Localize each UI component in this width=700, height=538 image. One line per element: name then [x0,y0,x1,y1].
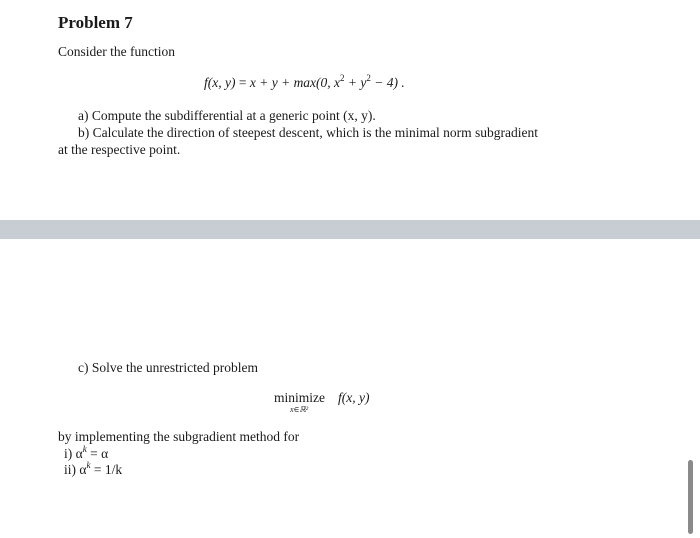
function-lhs: f(x, y) [204,75,236,90]
item-ii-suffix: = 1/k [90,462,123,477]
part-a-text: a) Compute the subdifferential at a generic point (x, y). [78,108,376,123]
part-b-line2: at the respective point. [58,142,181,157]
function-sup2: 2 [366,73,371,83]
function-rhs-part1: x + y + max(0, x [249,75,341,90]
minimize-word: minimize [274,390,325,405]
item-i-sup: k [82,444,87,454]
item-ii [64,462,122,478]
minimize-subscript: x∈ℝ² [290,405,309,414]
function-equals: = [238,75,247,90]
page-separator-band [0,220,700,239]
implement-text: by implementing the subgradient method for [58,429,300,444]
part-b-line1: b) Calculate the direction of steepest descent, which is the minimal norm subgradient [78,125,538,140]
problem-title: Problem 7 [58,13,133,32]
minimize-expression [274,390,384,420]
part-c-text: c) Solve the unrestricted problem [78,360,258,375]
function-sup1: 2 [340,73,345,83]
item-i-suffix: = α [86,446,109,461]
vertical-scrollbar[interactable] [688,460,693,534]
item-ii-prefix: ii) α [64,462,87,477]
item-ii-sup: k [86,460,91,470]
function-definition [204,75,405,91]
function-rhs-part2: + y [344,75,367,90]
minimize-objective: f(x, y) [338,390,370,405]
item-i-prefix: i) α [64,446,83,461]
function-rhs-part3: − 4) . [370,75,405,90]
intro-text: Consider the function [58,44,175,59]
